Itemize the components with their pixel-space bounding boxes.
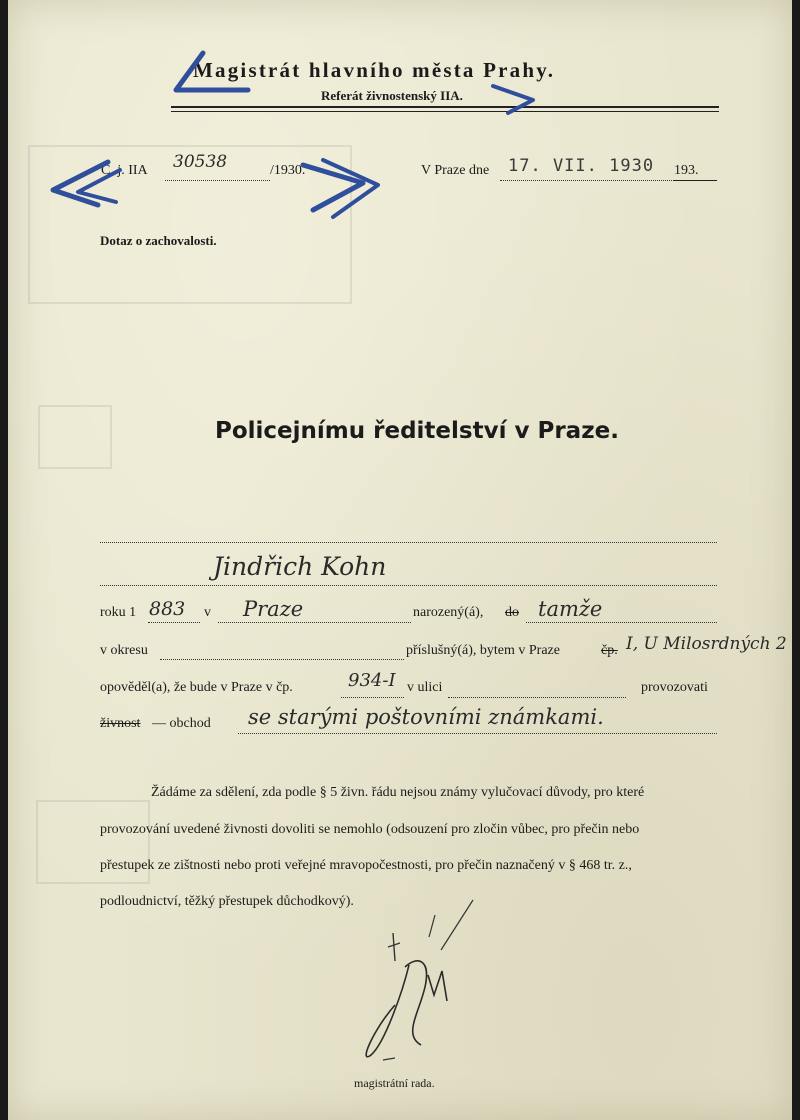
reference-number: 30538: [173, 152, 228, 172]
announced-label: opověděl(a), že bude v Praze v čp.: [100, 680, 293, 695]
body-line-1: Žádáme za sdělení, zda podle § 5 živn. řádu nejsou známy vylučovací důvody, pro které: [151, 785, 645, 800]
name-line: [100, 585, 717, 586]
signature-title: magistrátní rada.: [354, 1076, 435, 1090]
header-rule-bottom: [171, 111, 719, 112]
date-year-printed: 193.: [674, 163, 699, 178]
body-line-2: provozování uvedené živnosti dovoliti se nemohlo (odsouzení pro zločin vůbec, pro přečin nebo: [100, 822, 640, 837]
addressee: Policejnímu ředitelství v Praze.: [215, 418, 619, 444]
v-label: v: [204, 605, 211, 620]
blue-pencil-arrow-left: [38, 150, 128, 220]
birth-year: 883: [149, 598, 186, 620]
body-line-4: podloudnictví, těžký přestupek důchodkový).: [100, 894, 354, 909]
birthplace-line: [218, 622, 411, 623]
birthplace: Praze: [243, 597, 304, 621]
date-line: [500, 180, 678, 181]
header-title: Magistrát hlavního města Prahy.: [193, 58, 556, 82]
operate-label: provozovati: [641, 680, 708, 695]
address: I, U Milosrdných 2: [626, 634, 787, 654]
trade-line: [238, 733, 717, 734]
reference-prefix: Č. j. IIA: [101, 163, 148, 178]
cp-struck: čp.: [601, 643, 618, 658]
reference-year: /1930.: [270, 163, 306, 178]
name-line-top: [100, 542, 717, 543]
document-page: [8, 0, 792, 1120]
birth-year-line: [148, 622, 200, 623]
district-label: v okresu: [100, 643, 148, 658]
reference-number-line: [165, 180, 270, 181]
subject-text: Dotaz o zachovalosti.: [100, 233, 217, 248]
roku-label: roku 1: [100, 605, 137, 620]
domicile: tamže: [538, 597, 603, 621]
premises-line: [341, 697, 404, 698]
street-label: v ulici: [407, 680, 443, 695]
street-line: [448, 697, 626, 698]
trade-description: se starými poštovními známkami.: [248, 705, 604, 729]
domicile-line: [526, 622, 717, 623]
date-stamp: 17. VII. 1930: [508, 156, 655, 176]
applicant-name: Jindřich Kohn: [213, 552, 387, 581]
blue-pencil-arrow-subtitle: [488, 78, 548, 118]
faded-stamp-small: [38, 405, 112, 469]
place-date-label: V Praze dne: [421, 163, 490, 178]
belongs-label: příslušný(á), bytem v Praze: [406, 643, 560, 658]
trade-struck: živnost: [100, 716, 141, 731]
do-struck: do: [505, 605, 519, 620]
blue-pencil-arrow-right: [293, 155, 393, 225]
dash-label: — obchod: [152, 716, 211, 731]
signature-scribble: [333, 895, 483, 1085]
district-line: [160, 659, 404, 660]
header-subtitle: Referát živnostenský IIA.: [321, 88, 463, 103]
blue-pencil-arrow-header: [168, 48, 258, 108]
born-label: narozený(á),: [413, 605, 484, 620]
premises-number: 934-I: [348, 670, 396, 691]
date-underline: [673, 180, 717, 181]
body-line-3: přestupek ze zištnosti nebo proti veřejné mravopočestnosti, pro přečin naznačený v § 468 tr. z.,: [100, 858, 632, 873]
